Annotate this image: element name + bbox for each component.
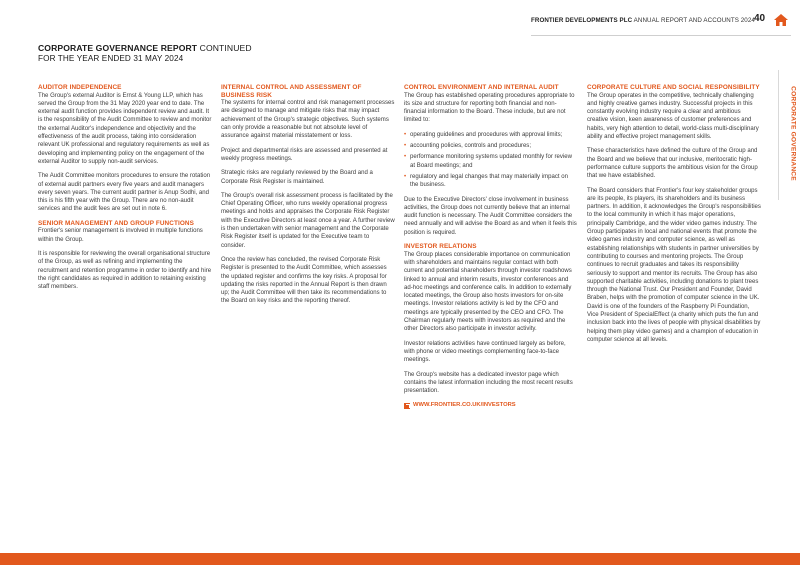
paragraph: The Group's website has a dedicated investor page which contains the latest information including the most recent results presentation. [404,371,573,395]
home-icon[interactable] [774,14,788,26]
heading-control-environment: CONTROL ENVIRONMENT AND INTERNAL AUDIT [404,84,559,91]
heading-corporate-culture: CORPORATE CULTURE AND SOCIAL RESPONSIBILITY [587,84,760,91]
side-tab-divider [778,70,779,200]
heading-auditor-independence: AUDITOR INDEPENDENCE [38,84,122,91]
heading-internal-control: INTERNAL CONTROL AND ASSESSMENT OF BUSINESS RISK [221,84,362,99]
heading-investor-relations: INVESTOR RELATIONS [404,243,477,251]
title-continued: CONTINUED [199,43,252,53]
footer-bar [0,553,800,565]
paragraph: Strategic risks are regularly reviewed by the Board and a Corporate Risk Register is maintained. [221,170,373,185]
paragraph: Project and departmental risks are assessed and presented at weekly progress meetings. [221,147,388,162]
company-name: FRONTIER DEVELOPMENTS PLC [531,17,633,24]
paragraph: Due to the Executive Directors' close involvement in business activities, the Group does not currently believe that an internal audit function is necessary. The Audit Committee considers the need annually and will advise the Board as and when it feels this position is required. [404,196,577,236]
investors-link[interactable] [404,401,578,409]
list-item: • accounting policies, controls and procedures; [404,142,578,150]
paragraph: The Group operates in the competitive, technically challenging and highly creative games industry. Successful projects in this constantly evolving industry require a clear and ambitious creative vision, keen awareness of customer preferences and habits, very high attention to detail, world-class multi-disciplinary ability and effective project management skills. [587,92,759,141]
side-tab-label: CORPORATE GOVERNANCE [789,86,797,181]
paragraph: The Group's external Auditor is Ernst & Young LLP, which has served the Group from the 31 May 2020 year end to date. The external audit function provides independent review and audit. It is the responsibility of the Audit Committee to review and monitor the external Auditor's independence and objectivity and the effectiveness of the audit process, taking into consideration relevant UK professional and regulatory requirements as well as developing and implementing policy on the engagement of the external Auditor to supply non-audit services. [38,92,212,165]
list-item: • operating guidelines and procedures with approval limits; [404,131,578,139]
paragraph: The systems for internal control and risk management processes are designed to manage and mitigate risks that may impact achievement of the Group's strategic objectives. Such systems can only provide a reasonable but not absolute level of assurance against material misstatement or loss. [221,100,395,140]
paragraph: The Group places considerable importance on communication with shareholders and maintains regular contact with both current and potential shareholders through investor roadshows linked to annual and interim results, investor conferences and ad-hoc meetings and conference calls. In addition to externally located meetings, the Group also hosts investors for on-site meetings. Investor relations activity is led by the CFO and meetings are typically presented by the CEO and CFO. The Chairman regularly meets with investors as required and the other Directors also participate in investor activity. [404,251,572,333]
investors-link-label[interactable]: WWW.FRONTIER.CO.UK/INVESTORS [413,402,516,409]
bullet-list [404,131,578,190]
page-title [38,43,252,53]
report-name: ANNUAL REPORT AND ACCOUNTS 2024 [633,17,755,24]
paragraph: The Audit Committee monitors procedures to ensure the rotation of external audit partners every five years and audit managers every seven years. The current audit partner is Anup Sodhi, and this is his fifth year with the Group. There are no non-audit services and the audit fees are set out in note 6. [38,173,211,213]
paragraph: Once the review has concluded, the revised Corporate Risk Register is presented to the Audit Committee, which assesses the updated register and confirms the key risks. A proposal for updating the risks reported in the Annual Report is then drawn up; the Audit Committee will then take its recommendations to the Board on key risks and the reporting thereof. [221,256,387,305]
running-header [531,17,755,27]
side-tab[interactable] [788,70,798,200]
paragraph: It is responsible for reviewing the overall organisational structure of the Group, as well as refining and implementing the recruitment and retention programme in order to identify and hire the right candidates as required in addition to retaining existing staff members. [38,250,212,291]
paragraph: The Board considers that Frontier's four key stakeholder groups are its people, its players, its shareholders and its business partners. In addition, it acknowledges the Group's responsibilities to the local community in which it has major operations, principally Cambridge, and the wider video games industry. The Group participates in local and national events that promote the video games industry and computer science, as well as establishing relationships with students in partner universities by contributing to courses and mentoring projects. The Group continues to recruit graduates and takes its responsibility seriously to support and mentor its recruits. The Group has also supported charitable activities, including donations to plant trees through the National Trust. Our President and Founder, David Braben, helps with the promotion of computer science in the UK. David is one of the founders of the Raspberry Pi Foundation, Vice President of SpecialEffect (a charity which puts the fun and inclusion back into the lives of people with physical disabilities by helping them play video games) and a champion of education in computer science at all levels. [587,187,761,343]
external-link-icon [404,403,410,409]
paragraph: The Group has established operating procedures appropriate to its size and structure for reporting both financial and non-financial information to the Board. These include, but are not limited to: [404,92,575,124]
list-item: • regulatory and legal changes that may materially impact on the business. [404,173,578,190]
paragraph: These characteristics have defined the culture of the Group and the Board and we believe that our inclusive, meritocratic high-performance culture supports the ambitious vision for the Group that we have established. [587,148,758,180]
paragraph: Investor relations activities have continued largely as before, with phone or video meetings complementing face-to-face meetings. [404,340,566,364]
paragraph: The Group's overall risk assessment process is facilitated by the Chief Operating Officer, who runs weekly operational progress meetings and holds and appraises the Corporate Risk Register with the Executive Directors at least once a year. A further review is then undertaken with senior management and the Corporate Risk Register itself is updated for the Executive team to consider. [221,192,395,249]
header-divider [531,35,791,36]
title-main: CORPORATE GOVERNANCE REPORT [38,43,198,53]
column-3 [404,84,578,410]
page-number: 40 [754,13,766,24]
paragraph: Frontier's senior management is involved in multiple functions within the Group. [38,228,203,243]
list-item: • performance monitoring systems updated monthly for review at Board meetings; and [404,153,578,170]
page-subtitle: FOR THE YEAR ENDED 31 MAY 2024 [38,54,184,63]
column-2 [221,84,395,312]
column-4 [587,84,761,350]
column-1 [38,84,212,297]
heading-senior-management: SENIOR MANAGEMENT AND GROUP FUNCTIONS [38,219,195,227]
